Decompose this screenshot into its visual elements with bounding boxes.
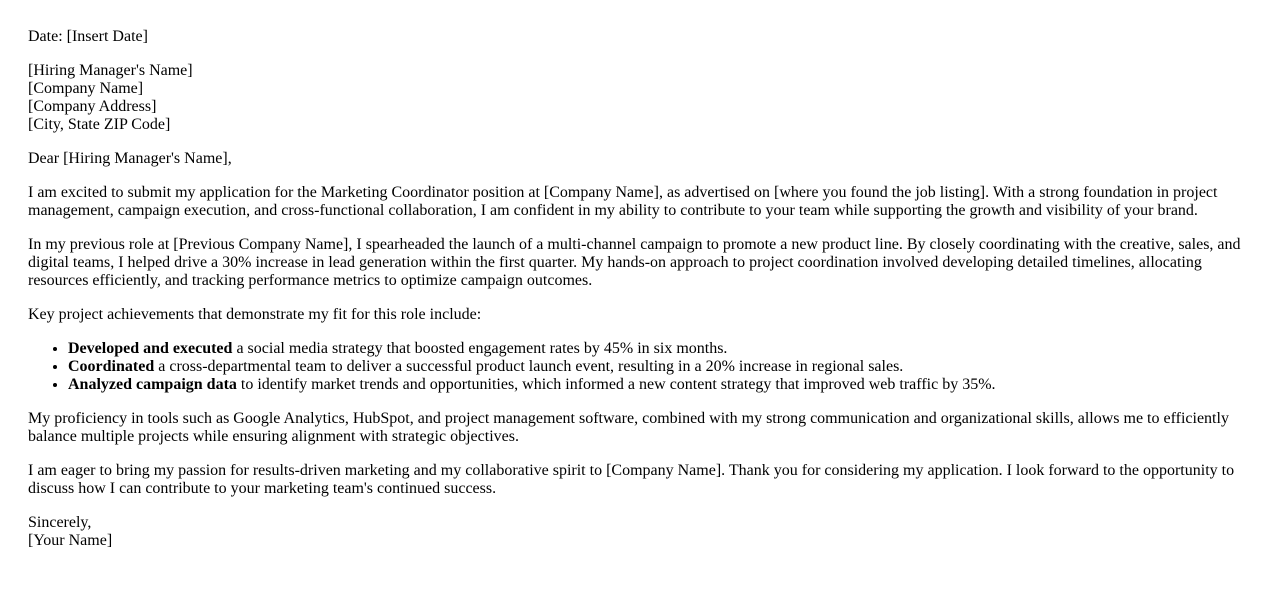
achievements-list bbox=[28, 340, 1250, 394]
achievements-intro: Key project achievements that demonstrate my fit for this role include: bbox=[28, 306, 482, 323]
achievement-text: a cross-departmental team to deliver a successful product launch event, resulting in a 20% increase in regional sales. bbox=[154, 358, 904, 375]
recipient-address: [Company Address] bbox=[28, 98, 157, 115]
experience-paragraph: In my previous role at [Previous Company Name], I spearheaded the launch of a multi-channel campaign to promote a new product line. By closely coordinating with the creative, sales, and digital teams, I helped drive a 30% increase in lead generation within the first quarter. My hands-on approach to project coordination involved developing detailed timelines, allocating resources efficiently, and tracking performance metrics to optimize campaign outcomes. bbox=[28, 236, 1241, 289]
date-line: Date: [Insert Date] bbox=[28, 28, 148, 45]
signoff-name: [Your Name] bbox=[28, 532, 113, 549]
salutation: Dear [Hiring Manager's Name], bbox=[28, 150, 232, 167]
recipient-block bbox=[28, 62, 1250, 134]
recipient-name: [Hiring Manager's Name] bbox=[28, 62, 193, 79]
signoff-closing: Sincerely, bbox=[28, 514, 92, 531]
list-item bbox=[68, 376, 1250, 394]
skills-paragraph: My proficiency in tools such as Google Analytics, HubSpot, and project management software, combined with my strong communication and organizational skills, allows me to efficiently balance multiple projects while ensuring alignment with strategic objectives. bbox=[28, 410, 1229, 445]
list-item bbox=[68, 358, 1250, 376]
achievement-text: a social media strategy that boosted engagement rates by 45% in six months. bbox=[232, 340, 728, 357]
achievement-highlight: Analyzed campaign data bbox=[68, 376, 237, 393]
closing-paragraph: I am eager to bring my passion for results-driven marketing and my collaborative spirit to [Company Name]. Thank you for considering my application. I look forward to the opportunity to discuss how I can contribute to your marketing team's continued success. bbox=[28, 462, 1235, 497]
cover-letter bbox=[28, 28, 1250, 566]
achievement-highlight: Developed and executed bbox=[68, 340, 233, 357]
recipient-company: [Company Name] bbox=[28, 80, 144, 97]
recipient-city: [City, State ZIP Code] bbox=[28, 116, 171, 133]
achievement-highlight: Coordinated bbox=[68, 358, 155, 375]
signoff-block bbox=[28, 514, 1250, 550]
list-item bbox=[68, 340, 1250, 358]
achievement-text: to identify market trends and opportunities, which informed a new content strategy that improved web traffic by 35%. bbox=[236, 376, 996, 393]
intro-paragraph: I am excited to submit my application for the Marketing Coordinator position at [Company Name], as advertised on [where you found the job listing]. With a strong foundation in project management, campaign execution, and cross-functional collaboration, I am confident in my ability to contribute to your team while supporting the growth and visibility of your brand. bbox=[28, 184, 1218, 219]
